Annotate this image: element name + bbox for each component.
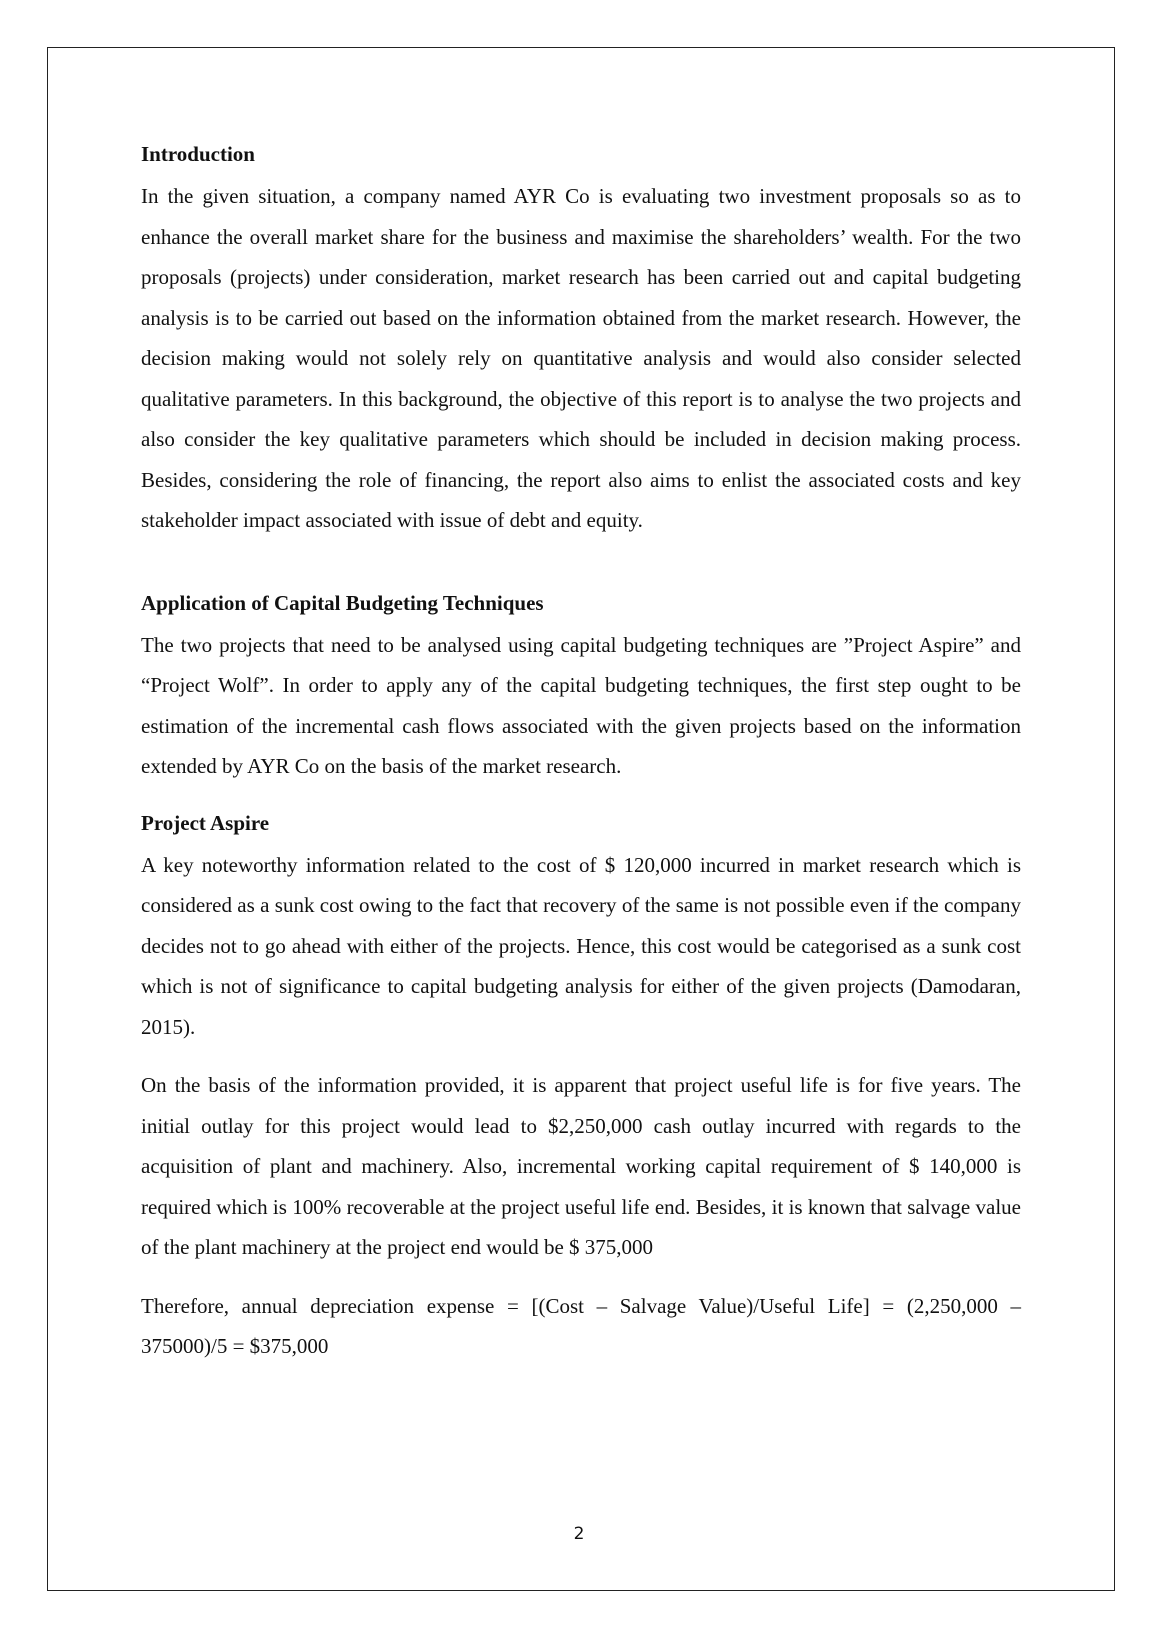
document-body [141, 136, 1021, 1367]
project-aspire-paragraph-outlay: On the basis of the information provided, it is apparent that project useful life is for five years. The initial outlay for this project would lead to $2,250,000 cash outlay incurred with regards to the acquisition of plant and machinery. Also, incremental working capital requirement of $ 140,000 is required which is 100% recoverable at the project useful life end. Besides, it is known that salvage value of the plant machinery at the project end would be $ 375,000 [141, 1073, 1021, 1259]
capital-budgeting-heading: Application of Capital Budgeting Techniques [141, 590, 544, 615]
introduction-paragraph: In the given situation, a company named AYR Co is evaluating two investment proposals so as to enhance the overall market share for the business and maximise the shareholders’ wealth. For the two proposals (projects) under consideration, market research has been carried out and capital budgeting analysis is to be carried out based on the information obtained from the market research. However, the decision making would not solely rely on quantitative analysis and would also consider selected qualitative parameters. In this background, the objective of this report is to analyse the two projects and also consider the key qualitative parameters which should be included in decision making process. Besides, considering the role of financing, the report also aims to enlist the associated costs and key stakeholder impact associated with issue of debt and equity. [141, 184, 1021, 532]
section-spacer [141, 541, 1021, 585]
paragraph-spacer [141, 1047, 1021, 1065]
section-spacer [141, 787, 1021, 805]
project-aspire-paragraph-sunk-cost: A key noteworthy information related to the cost of $ 120,000 incurred in market research which is considered as a sunk cost owing to the fact that recovery of the same is not possible even if the company decides not to go ahead with either of the projects. Hence, this cost would be categorised as a sunk cost which is not of significance to capital budgeting analysis for either of the given projects (Damodaran, 2015). [141, 852, 1021, 1039]
project-aspire-heading: Project Aspire [141, 810, 270, 835]
project-aspire-paragraph-depreciation: Therefore, annual depreciation expense = [(Cost – Salvage Value)/Useful Life] = (2,250,000 – 375000)/5 = $375,000 [141, 1293, 1021, 1358]
capital-budgeting-paragraph: The two projects that need to be analysed using capital budgeting techniques are ”Project Aspire” and “Project Wolf”. In order to apply any of the capital budgeting techniques, the first step ought to be estimation of the incremental cash flows associated with the given projects based on the information extended by AYR Co on the basis of the market research. [141, 632, 1021, 778]
page-number: 2 [573, 1524, 585, 1544]
introduction-heading: Introduction [141, 142, 255, 166]
paragraph-spacer [141, 1268, 1021, 1286]
